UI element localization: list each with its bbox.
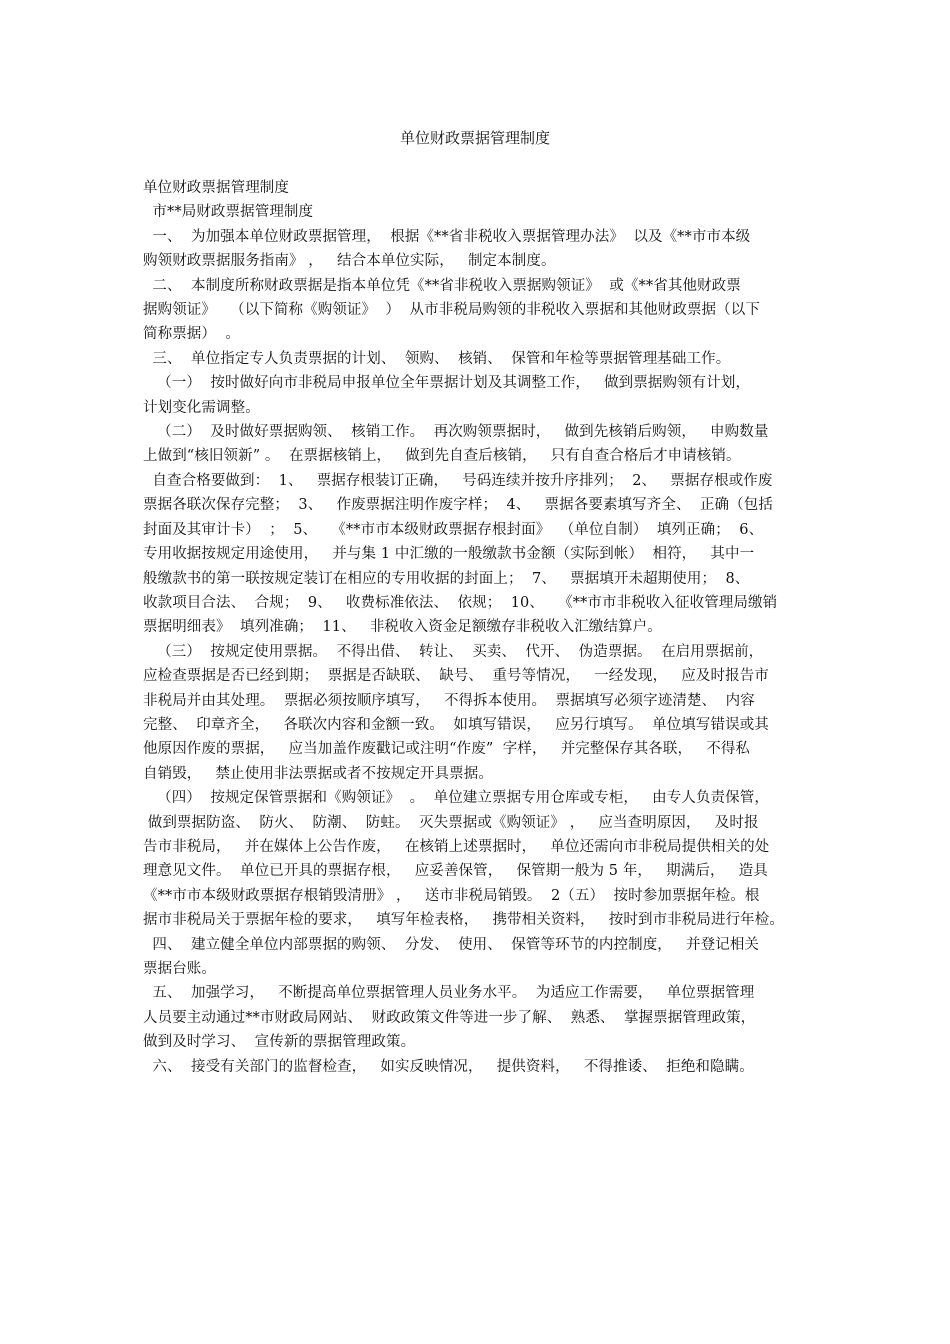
text-line: 一、 为加强本单位财政票据管理， 根据《**省非税收入票据管理办法》 以及《**市市本级 — [143, 228, 751, 245]
text-line: 收款项目合法、 合规； 9、 收费标准依法、 依规； 10、 《**市市非税收入征收管理局缴销 — [143, 594, 778, 611]
text-line: 封面及其审计卡） ； 5、 《**市市本级财政票据存根封面》 （单位自制） 填列正确； 6、 — [143, 521, 764, 538]
text-line: 票据明细表》 填列准确； 11、 非税收入资金足额缴存非税收入汇缴结算户。 — [143, 619, 662, 636]
text-line: 据购领证》 （以下简称《购领证》 ） 从市非税局购领的非税收入票据和其他财政票据（以下 — [143, 302, 760, 319]
text-line: 单位财政票据管理制度 — [143, 180, 289, 196]
text-line: 三、 单位指定专人负责票据的计划、 领购、 核销、 保管和年检等票据管理基础工作。 — [143, 350, 731, 367]
page-title: 单位财政票据管理制度 — [399, 129, 550, 147]
text-line: 般缴款书的第一联按规定装订在相应的专用收据的封面上； 7、 票据填开未超期使用； 8、 — [143, 570, 750, 587]
text-line: （三） 按规定使用票据。 不得出借、 转让、 买卖、 代开、 伪造票据。 在启用票据前， — [143, 643, 764, 660]
text-line: 票据各联次保存完整； 3、 作废票据注明作废字样； 4、 票据各要素填写齐全、 正确（包括 — [143, 497, 773, 514]
text-line: 二、 本制度所称财政票据是指本单位凭《**省非税收入票据购领证》 或《**省其他财政票 — [143, 277, 741, 294]
text-line: 四、 建立健全单位内部票据的购领、 分发、 使用、 保管等环节的内控制度， 并登记相关 — [143, 936, 760, 953]
text-line: 据市非税局关于票据年检的要求， 填写年检表格， 携带相关资料， 按时到市非税局进行年检。 — [143, 912, 784, 929]
text-line: 告市非税局， 并在媒体上公告作废， 在核销上述票据时， 单位还需向市非税局提供相关的处 — [143, 838, 770, 855]
text-line: 专用收据按规定用途使用， 并与集 1 中汇缴的一般缴款书金额（实际到帐） 相符， 其中一 — [143, 546, 755, 563]
text-line: 《**市市本级财政票据存根销毁清册》 ， 送市非税局销毁。 2（五） 按时参加票据年检。根 — [143, 887, 760, 904]
document-body — [143, 176, 823, 1079]
text-line: （四） 按规定保管票据和《购领证》 。 单位建立票据专用仓库或专柜， 由专人负责保管， — [143, 790, 769, 807]
text-line: 购领财政票据服务指南》 ， 结合本单位实际， 制定本制度。 — [143, 253, 556, 270]
text-line: 他原因作废的票据， 应当加盖作废戳记或注明“作废” 字样， 并完整保存其各联， 不得私 — [143, 741, 751, 758]
text-line: 简称票据） 。 — [143, 326, 241, 343]
text-line: 完整、 印章齐全， 各联次内容和金额一致。 如填写错误， 应另行填写。 单位填写错误或其 — [143, 716, 769, 733]
text-line: 五、 加强学习， 不断提高单位票据管理人员业务水平。 为适应工作需要， 单位票据管理 — [143, 985, 755, 1002]
text-line: 自查合格要做到： 1、 票据存根装订正确， 号码连续并按升序排列； 2、 票据存根或作废 — [143, 472, 773, 489]
text-line: 上做到“核旧领新” 。 在票据核销上， 做到先自查后核销， 只有自查合格后才申请核销。 — [143, 448, 741, 465]
text-line: 应检查票据是否已经到期； 票据是否缺联、 缺号、 重号等情况， 一经发现， 应及时报告市 — [143, 668, 769, 685]
text-line: 非税局并由其处理。 票据必须按顺序填写， 不得拆本使用。 票据填写必须字迹清楚、 内容 — [143, 692, 755, 709]
text-line: 自销毁， 禁止使用非法票据或者不按规定开具票据。 — [143, 765, 493, 782]
text-line: 做到及时学习、 宣传新的票据管理政策。 — [143, 1034, 416, 1051]
text-line: 理意见文件。 单位已开具的票据存根， 应妥善保管， 保管期一般为 5 年， 期满后， 造具 — [143, 863, 768, 880]
text-line: 市**局财政票据管理制度 — [143, 204, 314, 221]
text-line: （二） 及时做好票据购领、 核销工作。 再次购领票据时， 做到先核销后购领， 申购数量 — [143, 424, 769, 441]
text-line: （一） 按时做好向市非税局申报单位全年票据计划及其调整工作， 做到票据购领有计划， — [143, 375, 751, 392]
text-line: 做到票据防盗、 防火、 防潮、 防蛀。 灭失票据或《购领证》 ， 应当查明原因， 及时报 — [143, 814, 759, 831]
text-line: 票据台账。 — [143, 961, 216, 977]
text-line: 人员要主动通过**市财政局网站、 财政政策文件等进一步了解、 熟悉、 掌握票据管理政策， — [143, 1009, 756, 1026]
text-line: 六、 接受有关部门的监督检查， 如实反映情况， 提供资料， 不得推诿、 拒绝和隐瞒。 — [143, 1058, 754, 1075]
text-line: 计划变化需调整。 — [143, 399, 260, 416]
